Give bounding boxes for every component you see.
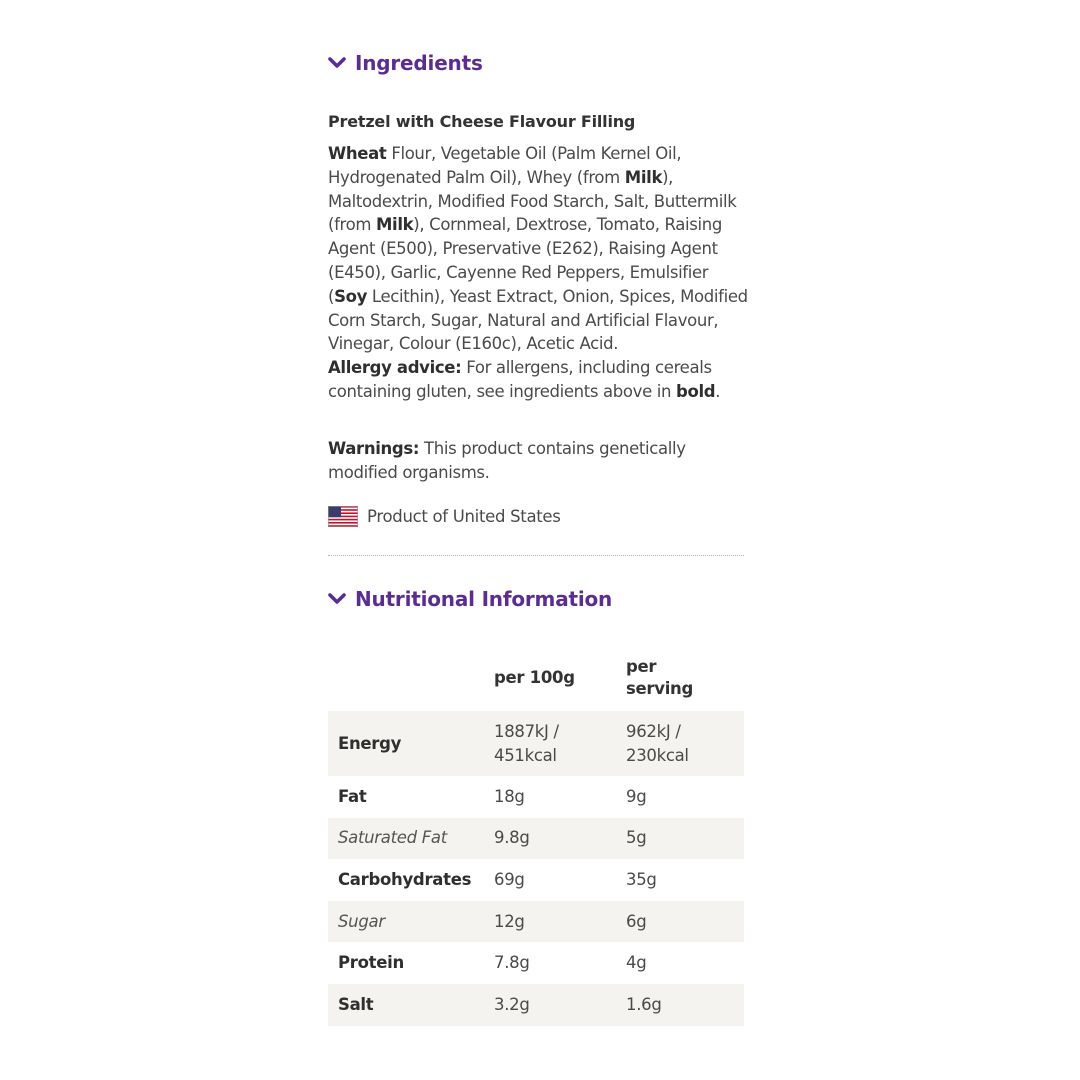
value-per-100g: 3.2g: [484, 984, 616, 1026]
allergen-word: Milk: [624, 167, 663, 187]
value-per-serving: 5g: [616, 818, 744, 860]
table-row: [328, 818, 744, 860]
table-row: [328, 901, 744, 943]
warnings-text: [328, 437, 744, 485]
warnings-label: Warnings:: [328, 439, 420, 458]
nutrient-label: Salt: [328, 984, 484, 1026]
nutrient-label: Carbohydrates: [338, 869, 472, 889]
value-per-100g: 69g: [494, 869, 525, 889]
allergy-bold-word: bold: [676, 381, 716, 401]
value-per-100g: [484, 711, 616, 776]
section-divider: [328, 555, 744, 556]
header-nutrient: [328, 645, 484, 711]
nutrient-label: Energy: [328, 711, 484, 776]
allergen-word: Milk: [375, 215, 414, 235]
nutrient-label: Saturated Fat: [328, 818, 484, 860]
nutrition-table: [328, 645, 744, 1026]
header-per-serving-line2: serving: [626, 679, 694, 698]
table-row: [328, 711, 744, 776]
ingredients-toggle[interactable]: [328, 51, 483, 75]
energy-kcal-per-100g: 451kcal: [494, 745, 557, 765]
value-per-serving: 6g: [616, 901, 744, 943]
allergen-word: Soy: [334, 286, 368, 306]
nutrient-label: Fat: [338, 786, 367, 806]
value-per-serving: 9g: [626, 786, 647, 806]
ingredient-text: ), Maltodextrin, Modified Food Starch, Salt, Buttermilk (from: [328, 167, 737, 235]
us-flag-icon: [328, 506, 358, 527]
ingredients-text: [328, 142, 748, 404]
table-row: [328, 942, 744, 984]
value-per-100g: 9.8g: [484, 818, 616, 860]
value-per-serving: [616, 711, 744, 776]
energy-kj-per-100g: 1887kJ /: [494, 721, 559, 741]
product-name: Pretzel with Cheese Flavour Filling: [328, 112, 636, 131]
allergen-word: Wheat: [328, 144, 387, 163]
energy-kcal-per-serving: 230kcal: [626, 745, 689, 765]
chevron-down-icon: [328, 56, 346, 70]
header-per-serving-line1: per: [626, 657, 657, 676]
allergy-label: Allergy advice:: [328, 358, 462, 378]
ingredients-list: [328, 144, 748, 353]
nutrition-toggle[interactable]: [328, 587, 612, 611]
value-per-serving: 4g: [626, 953, 647, 973]
nutrient-label: Sugar: [328, 901, 484, 943]
value-per-100g: 18g: [494, 786, 525, 806]
header-per-serving: [616, 645, 744, 711]
ingredients-title: Ingredients: [355, 51, 483, 75]
ingredient-text: Flour, Vegetable Oil (Palm Kernel Oil, Hydrogenated Palm Oil), Whey (from: [328, 144, 682, 187]
ingredient-text: Lecithin), Yeast Extract, Onion, Spices, Modified Corn Starch, Sugar, Natural and Artificial Flavour, Vinegar, Colour (E160c), Acetic Acid.: [328, 286, 748, 354]
energy-kj-per-serving: 962kJ /: [626, 721, 681, 741]
allergy-text: For allergens, including cereals containing gluten, see ingredients above in: [328, 358, 712, 401]
table-row: [328, 859, 744, 901]
value-per-serving: 1.6g: [616, 984, 744, 1026]
value-per-100g: 7.8g: [494, 953, 530, 973]
value-per-serving: 35g: [626, 869, 657, 889]
ingredient-text: ), Cornmeal, Dextrose, Tomato, Raising Agent (E500), Preservative (E262), Raising Agent (E450), Garlic, Cayenne Red Peppers, Emulsifier (: [328, 215, 722, 306]
table-row: [328, 984, 744, 1026]
origin-text: Product of United States: [367, 507, 561, 526]
nutrient-label: Protein: [338, 953, 404, 973]
chevron-down-icon: [328, 592, 346, 606]
allergy-end: .: [715, 381, 721, 401]
value-per-100g: 12g: [484, 901, 616, 943]
nutrition-title: Nutritional Information: [355, 587, 613, 611]
table-row: [328, 776, 744, 818]
warnings-body: This product contains genetically modified organisms.: [328, 439, 686, 482]
nutrition-table-header: [328, 645, 744, 711]
header-per-100g: per 100g: [494, 668, 575, 687]
country-of-origin: [328, 506, 561, 527]
